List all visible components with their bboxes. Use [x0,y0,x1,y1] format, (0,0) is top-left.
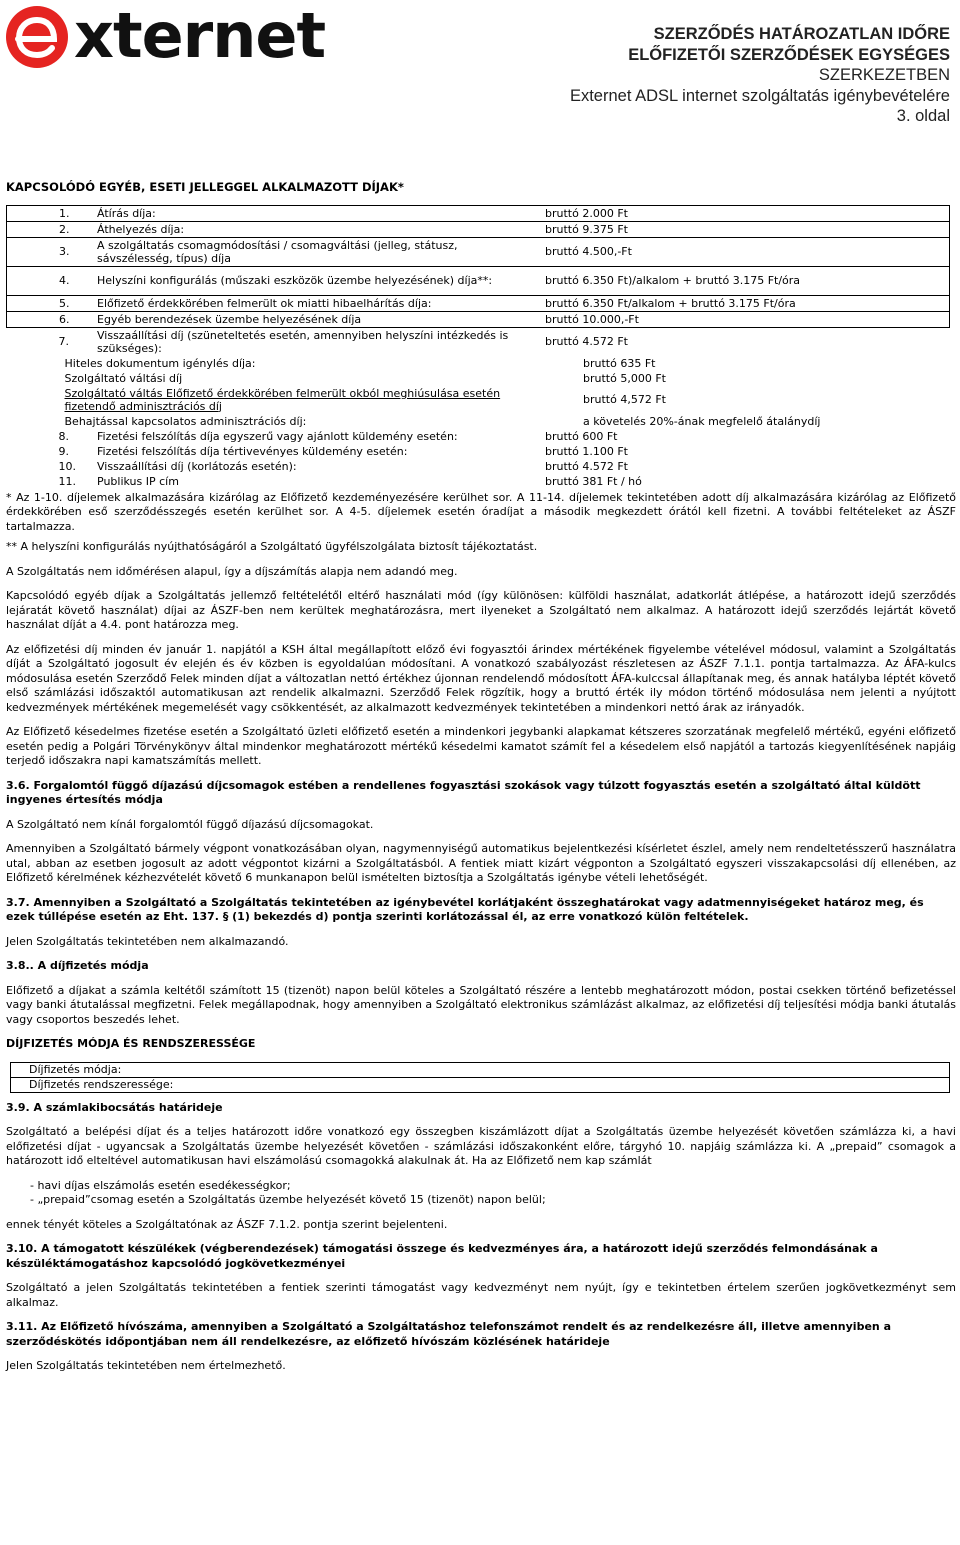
table-row: Behajtással kapcsolatos adminisztrációs díj: a követelés 20%-ának megfelelő átalánydíj [64,414,821,428]
section-heading-3-7: 3.7. Amennyiben a Szolgáltató a Szolgáltatás tekintetében az igénybevétel korlátjaként összeghatárokat vagy adatmennyiségeket határoz meg, és ezek túllépése esetén az Eht. 137. § (1) bekezdés d) pontja szerinti korlátozással él, az erre vonatkozó külön feltételek. [6,895,924,923]
section-heading-3-10: 3.10. A támogatott készülékek (végberendezések) támogatási összege és kedvezményes ára, a határozott idejű szerződés felmondásának a készüléktámogatáshoz kapcsolódó jogkövetkezményei [6,1242,878,1270]
paragraph: Az Előfizető késedelmes fizetése esetén a Szolgáltató üzleti előfizető esetén a mindenkori jegybanki alapkamat kétszeres szorzatának megfelelő mértékű, egyéni előfizető esetén pedig a Polgári Törvénykönyv által mindenkor meghatározott mértékű késedelmi kamatot számít fel a késedelem első napjától a tartozás kiegyenlítésének napjáig terjedő időszakra napi kamatszámítás mellett. [6,725,956,767]
paragraph: Előfizető a díjakat a számla keltétől számított 15 (tizenöt) napon belül köteles a Szolgáltató részére a lentebb meghatározott módon, postai csekken történő befizetéssel vagy banki átutalással megfizetni. Felek megállapodnak, hogy amennyiben a Szolgáltató elektronikus számlázást alkalmaz, az előfizetési díj teljesítési módja banki átutalás vagy csoportos beszedés lehet. [6,983,956,1026]
paragraph: Az előfizetési díj minden év január 1. napjától a KSH által megállapított előző évi fogyasztói árindex mértékének figyelembe vételével módosul, valamint a Szolgáltatás díját a Szolgáltató jogosult év elején és év közben is egyoldalúan módosítani. A vonatkozó szabályozást részletesen az ÁSZF 7.1.1. pontja tartalmazza. Az ÁFA-kulcs módosulása esetén Szerződő Felek minden díjat a változatlan nettó értékhez újonnan rendelendő módosított ÁFA-kulccsal állapítanak meg, és annak hatályba léptét követő első számlázási időszaktól automatikusan azt rendelik alkalmazni. Szerződő Felek rögzítik, hogy a bruttó érték ily módon történő módosulása nem jelenti a nyújtott kedvezmények mértékének megemelését vagy csökkentését, az alkalmazott kedvezmények tekintetében a mindenkori nettó árak az irányadók. [6,642,956,714]
table-row: 10. Visszaállítási díj (korlátozás esetén): bruttó 4.572 Ft [58,459,628,473]
paragraph: ennek tényét köteles a Szolgáltatónak az ÁSZF 7.1.2. pontja szerint bejelenteni. [6,1217,448,1231]
header-line-5: 3. oldal [896,107,950,125]
paragraph: A Szolgáltatás nem időmérésen alapul, így a díjszámítás alapja nem adandó meg. [6,564,458,578]
header-line-2: ELŐFIZETŐI SZERZŐDÉSEK EGYSÉGES [628,45,950,64]
table-row: 3. A szolgáltatás csomagmódosítási / csomagváltási (jelleg, státusz, sávszélesség, típus) díja bruttó 4.500,-Ft [7,237,950,266]
externet-logo [4,2,364,72]
table-row: Szolgáltató váltási díj bruttó 5,000 Ft [64,371,666,385]
document-body [6,180,956,1384]
section-heading-3-11: 3.11. Az Előfizető hívószáma, amennyiben a Szolgáltató a Szolgáltatáshoz telefonszámot rendelt és az rendelkezésre áll, illetve amennyiben a szerződéskötés időpontjában nem áll rendelkezésre, az előfizető hívószám közlésének határideje [6,1320,891,1348]
paragraph: Szolgáltató a jelen Szolgáltatás tekintetében a fentiek szerinti támogatást vagy kedvezményt nem nyújt, így e tekintetben értelem szerűen jogkövetkezményt sem alkalmaz. [6,1281,956,1309]
table-row: 8. Fizetési felszólítás díja egyszerű vagy ajánlott küldemény esetén: bruttó 600 Ft [58,429,618,443]
header-line-1: SZERZŐDÉS HATÁROZATLAN IDŐRE [653,25,950,43]
paragraph: A Szolgáltató nem kínál forgalomtól függő díjazású díjcsomagokat. [6,817,374,831]
footnote-2: ** A helyszíni konfigurálás nyújthatóságáról a Szolgáltató ügyfélszolgálata biztosít tájékoztatást. [6,540,538,553]
payment-method-field[interactable]: Díjfizetés módja: [29,1062,122,1076]
table-row: 9. Fizetési felszólítás díja tértivevényes küldemény esetén: bruttó 1.100 Ft [58,444,628,458]
paragraph: Szolgáltató a belépési díjat és a teljes határozott időre vonatkozó egy összegben kiszámlázott díjat a Szolgáltatás üzembe helyezését követően számlázza ki, a havi előfizetési díjat - ugyancsak a Szolgáltatás üzembe helyezését követően - számlázási időszakonként előre, tárgyhó 10. napjáig számlázza ki. A „prepaid” csomagok a határozott idő elteltével automatikusan havi elszámolású csomagokká alakulnak át. Ha az Előfizető nem kap számlát [6,1125,956,1167]
table-row: 5. Előfizető érdekkörében felmerült ok miatti hibaelhárítás díja: bruttó 6.350 Ft/alkalom + bruttó 3.175 Ft/óra [7,295,950,311]
payment-frequency-field[interactable]: Díjfizetés rendszeressége: [11,1077,949,1092]
header-title-block [480,24,950,127]
list-item: - „prepaid”csomag esetén a Szolgáltatás üzembe helyezését követő 15 (tizenöt) napon belül; [30,1193,546,1206]
paragraph: Kapcsolódó egyéb díjak a Szolgáltatás jellemző feltételétől eltérő használati mód (így különösen: külföldi használat, adatkorlát átlépése, a határozott idejű szerződés lejáratát követő használat) díjai az ÁSZF-ben nem kerültek meghatározásra, mert ilyeneket a Szolgáltató nem alkalmaz. A határozott idejű szerződés lejártát követő használat díját a 4.4. pont határozza meg. [6,589,956,631]
paragraph: Jelen Szolgáltatás tekintetében nem alkalmazandó. [6,934,289,948]
bullet-list [30,1179,956,1208]
fees-title: KAPCSOLÓDÓ EGYÉB, ESETI JELLEGGEL ALKALMAZOTT DÍJAK* [6,180,404,194]
table-row: 1. Átírás díja: bruttó 2.000 Ft [7,205,950,221]
table-row: 2. Áthelyezés díja: bruttó 9.375 Ft [7,221,950,237]
section-heading-3-8: 3.8.. A díjfizetés módja [6,959,149,972]
payment-box [10,1062,950,1093]
table-row: Hiteles dokumentum igénylés díja: bruttó 635 Ft [64,356,656,370]
footnote-1: * Az 1-10. díjelemek alkalmazására kizárólag az Előfizető kezdeményezésére kerülhet sor. A 11-14. díjelemek tekintetében adott díj alkalmazására kizárólag az Előfizető érdekkörében eső szerződésszegés esetén kerülhet sor. A 4-5. díjelemek esetén óradíjat a második megkezdett órától kell fizetni. A további feltételeket az ÁSZF tartalmazza. [6,490,956,533]
svg-text:xternet: xternet [74,2,326,72]
section-heading-3-9: 3.9. A számlakibocsátás határideje [6,1100,223,1114]
header-line-4: Externet ADSL internet szolgáltatás igénybevételére [569,86,950,105]
paragraph: Jelen Szolgáltatás tekintetében nem értelmezhető. [6,1359,286,1372]
payment-title: DÍJFIZETÉS MÓDJA ÉS RENDSZERESSÉGE [6,1037,256,1050]
section-heading-3-6: 3.6. Forgalomtól függő díjazású díjcsomagok estében a rendellenes fogyasztási szokások vagy túlzott fogyasztás esetén a szolgáltató által küldött ingyenes értesítés módja [6,778,921,806]
paragraph: Amennyiben a Szolgáltató bármely végpont vonatkozásában olyan, nagymennyiségű automatikus bejelentkezési kísérletet észlel, amely nem rendeltetésszerű használatra utal, abban az esetben jogosult az adott végpontot kizárni a Szolgáltatásból. A fentiek miatt kizárt végponton a Szolgáltató egyszeri visszakapcsolási díj ellenében, az Előfizető kérelmének kézhezvételét követő 6 munkanapon belül ismételten biztosítja a Szolgáltatás igénybe vételi lehetőségét. [6,842,956,884]
header-line-3: SZERKEZETBEN [818,66,950,84]
list-item: - havi díjas elszámolás esetén esedékességkor; [30,1178,291,1192]
table-row: 4. Helyszíni konfigurálás (műszaki eszközök üzembe helyezésének) díja**: bruttó 6.350 Ft)/alkalom + bruttó 3.175 Ft/óra [7,266,950,295]
table-row: 11. Publikus IP cím bruttó 381 Ft / hó [58,474,642,488]
table-row: Szolgáltató váltás Előfizető érdekkörében felmerült okból meghiúsulása esetén fizetendő adminisztrációs díj bruttó 4,572 Ft [64,386,666,413]
page-header [0,0,960,130]
table-row: 6. Egyéb berendezések üzembe helyezésének díja bruttó 10.000,-Ft [7,311,950,327]
table-row: 7. Visszaállítási díj (szüneteltetés esetén, amennyiben helyszíni intézkedés is szükséges): bruttó 4.572 Ft [58,328,628,355]
fees-table [6,205,950,489]
